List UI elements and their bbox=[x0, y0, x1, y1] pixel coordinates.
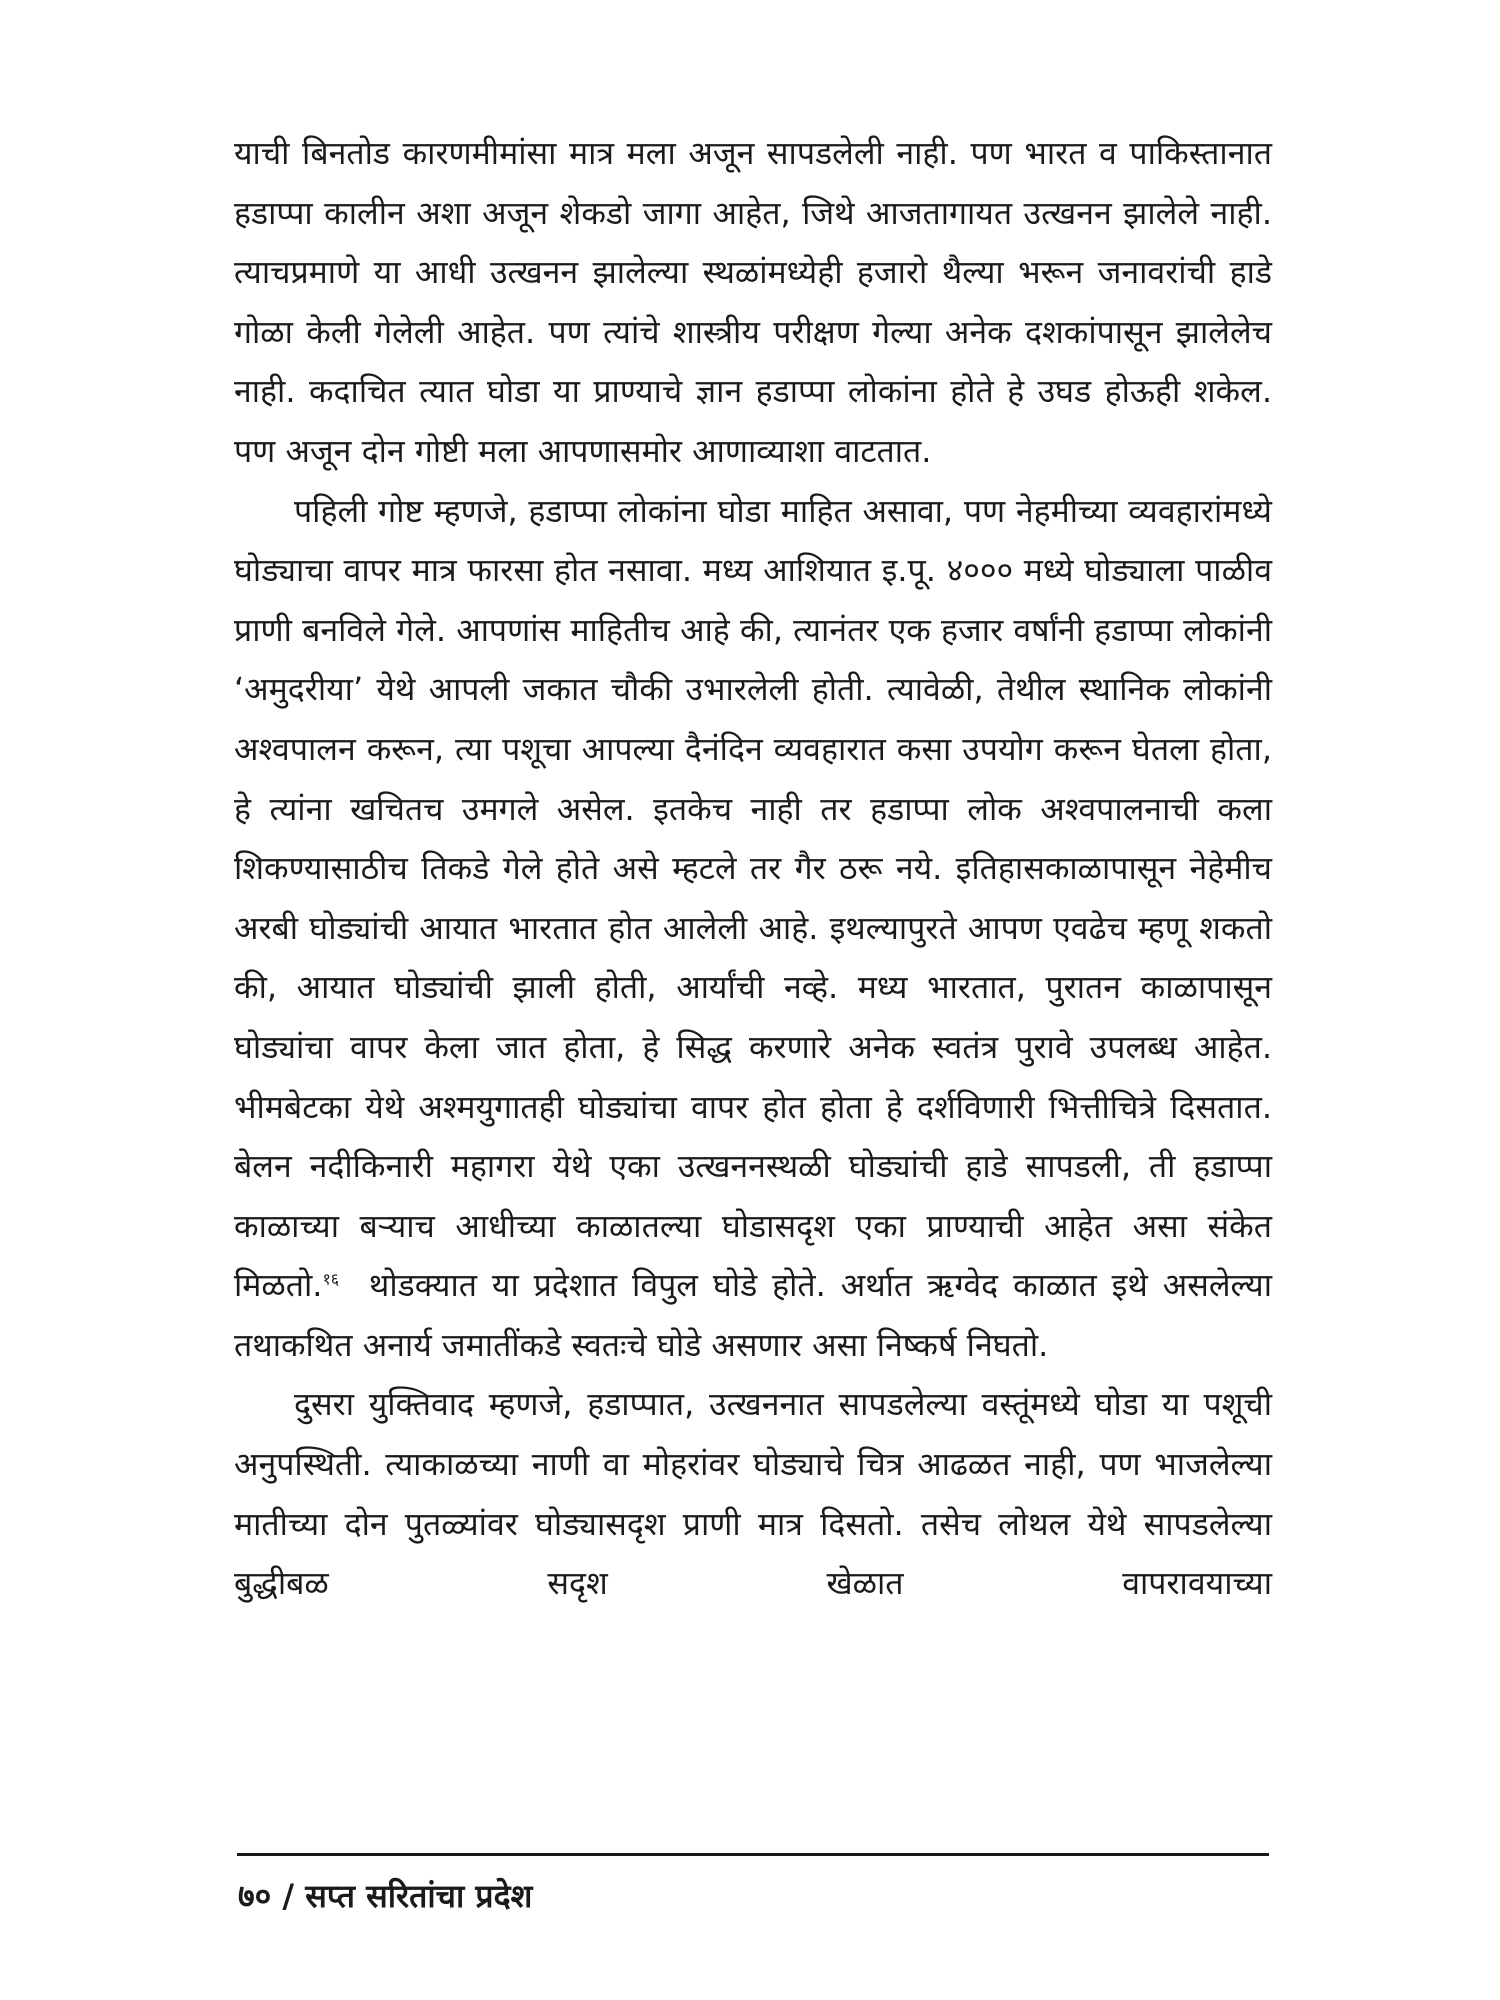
footnote-marker: १६ bbox=[322, 1269, 340, 1289]
page-number: ७० bbox=[238, 1877, 272, 1915]
paragraph-2-text: पहिली गोष्ट म्हणजे, हडाप्पा लोकांना घोडा माहित असावा, पण नेहमीच्या व्यवहारांमध्ये घोड्याचा वापर मात्र फारसा होत नसावा. मध्य आशियात इ.पू. ४००० मध्ये घोड्याला पाळीव प्राणी बनविले गेले. आपणांस माहितीच आहे की, त्यानंतर एक हजार वर्षांनी हडाप्पा लोकांनी ‘अमुदरीया’ येथे आपली जकात चौकी उभारलेली होती. त्यावेळी, तेथील स्थानिक लोकांनी अश्वपालन करून, त्या पशूचा आपल्या दैनंदिन व्यवहारात कसा उपयोग करून घेतला होता, हे त्यांना खचितच उमगले असेल. इतकेच नाही तर हडाप्पा लोक अश्वपालनाची कला शिकण्यासाठीच तिकडे गेले होते असे म्हटले तर गैर ठरू नये. इतिहासकाळापासून नेहेमीच अरबी घोड्यांची आयात भारतात होत आलेली आहे. इथल्यापुरते आपण एवढेच म्हणू शकतो की, आयात घोड्यांची झाली होती, आर्यांची नव्हे. मध्य भारतात, पुरातन काळापासून घोड्यांचा वापर केला जात होता, हे सिद्ध करणारे अनेक स्वतंत्र पुरावे उपलब्ध आहेत. भीमबेटका येथे अश्मयुगातही घोड्यांचा वापर होत होता हे दर्शविणारी भित्तीचित्रे दिसतात. बेलन नदीकिनारी महागरा येथे एका उत्खननस्थळी घोड्यांची हाडे सापडली, ती हडाप्पा काळाच्या बऱ्याच आधीच्या काळातल्या घोडासदृश एका प्राण्याची आहेत असा संकेत मिळतो. bbox=[234, 491, 1272, 1305]
footer-separator: / bbox=[282, 1877, 295, 1915]
paragraph-3: दुसरा युक्तिवाद म्हणजे, हडाप्पात, उत्खननात सापडलेल्या वस्तूंमध्ये घोडा या पशूची अनुपस्थिती. त्याकाळच्या नाणी वा मोहरांवर घोड्याचे चित्र आढळत नाही, पण भाजलेल्या मातीच्या दोन पुतळ्यांवर घोड्यासदृश प्राणी मात्र दिसतो. तसेच लोथल येथे सापडलेल्या बुद्धीबळ सदृश खेळात वापरावयाच्या bbox=[234, 1385, 1272, 1603]
paragraph-2-continuation: थोडक्यात या प्रदेशात विपुल घोडे होते. अर्थात ऋग्वेद काळात इथे असलेल्या तथाकथित अनार्य जमातींकडे स्वतःचे घोडे असणार असा निष्कर्ष निघतो. bbox=[234, 1266, 1273, 1364]
paragraph-2 bbox=[234, 482, 1272, 1376]
book-title: सप्त सरितांचा प्रदेश bbox=[305, 1877, 533, 1915]
page-footer bbox=[238, 1872, 532, 1920]
paragraph-1: याची बिनतोड कारणमीमांसा मात्र मला अजून सापडलेली नाही. पण भारत व पाकिस्तानात हडाप्पा कालीन अशा अजून शेकडो जागा आहेत, जिथे आजतागायत उत्खनन झालेले नाही. त्याचप्रमाणे या आधी उत्खनन झालेल्या स्थळांमध्येही हजारो थैल्या भरून जनावरांची हाडे गोळा केली गेलेली आहेत. पण त्यांचे शास्त्रीय परीक्षण गेल्या अनेक दशकांपासून झालेलेच नाही. कदाचित त्यात घोडा या प्राण्याचे ज्ञान हडाप्पा लोकांना होते हे उघड होऊही शकेल. पण अजून दोन गोष्टी मला आपणासमोर आणाव्याशा वाटतात. bbox=[234, 134, 1272, 470]
page-body-text bbox=[234, 124, 1272, 1614]
footer-divider bbox=[237, 1853, 1269, 1856]
